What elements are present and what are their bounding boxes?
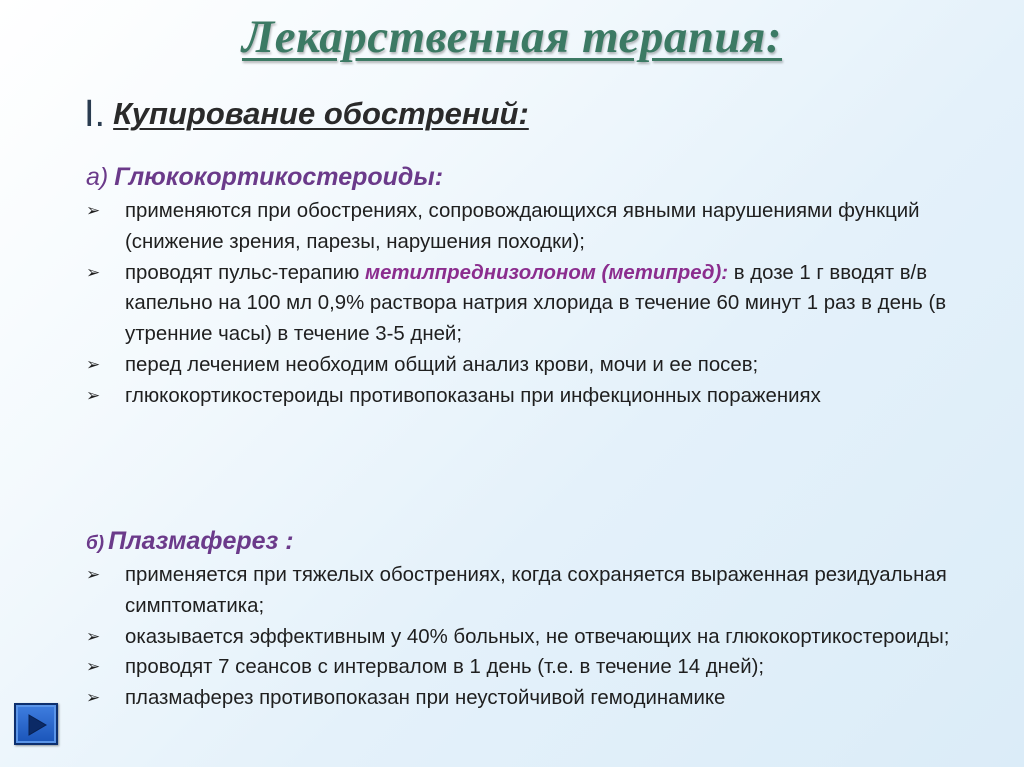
- bullet-text: применяются при обострениях, сопровождающихся явными нарушениями функций (снижение зрения, парезы, нарушения походки);: [125, 200, 920, 253]
- arrow-bullet-icon: ➢: [86, 262, 101, 282]
- bullet-text: глюкокортикостероиды противопоказаны при инфекционных поражениях: [125, 384, 821, 407]
- subsection-heading-glucocorticoids: [86, 163, 443, 192]
- subsection-letter: а): [86, 163, 109, 191]
- glucocorticoids-bullet-list: [84, 196, 984, 412]
- slide-title: Лекарственная терапия:: [241, 11, 783, 63]
- section-numeral: I.: [84, 93, 106, 135]
- section-heading: [84, 93, 529, 136]
- play-right-icon: [27, 714, 47, 736]
- bullet-text: оказывается эффективным у 40% больных, не отвечающих на глюкокортикостероиды;: [125, 625, 950, 648]
- arrow-bullet-icon: ➢: [86, 626, 101, 646]
- plasmapheresis-bullet-list: [84, 560, 984, 714]
- bullet-text: плазмаферез противопоказан при неустойчивой гемодинамике: [125, 687, 726, 710]
- bullet-text: проводят пульс-терапию: [125, 261, 365, 284]
- arrow-bullet-icon: ➢: [86, 688, 101, 708]
- list-item: [84, 560, 984, 622]
- arrow-bullet-icon: ➢: [86, 565, 101, 584]
- list-item: [84, 622, 984, 653]
- subsection-heading-plasmapheresis: [86, 527, 294, 556]
- list-item: [84, 652, 984, 683]
- next-slide-button[interactable]: [14, 703, 58, 745]
- subsection-title: Плазмаферез :: [108, 527, 294, 555]
- arrow-bullet-icon: ➢: [86, 657, 101, 677]
- bullet-text: применяется при тяжелых обострениях, когда сохраняется выраженная резидуальная симптоматика;: [125, 564, 947, 617]
- arrow-bullet-icon: ➢: [86, 354, 101, 374]
- list-item: [84, 196, 984, 258]
- list-item: [84, 350, 984, 381]
- list-item: [84, 258, 984, 350]
- subsection-letter: б): [86, 533, 105, 554]
- bullet-text-continued: в дозе 1 г вводят в/в капельно на 100 мл 0,9% раствора натрия хлорида в течение 60 минут 1 раз в день (в утренние часы) в течение 3-5 дней;: [125, 261, 947, 346]
- bullet-text: перед лечением необходим общий анализ крови, мочи и ее посев;: [125, 353, 759, 376]
- subsection-title: Глюкокортикостероиды:: [114, 163, 444, 191]
- arrow-bullet-icon: ➢: [86, 385, 101, 405]
- list-item: [84, 381, 984, 412]
- bullet-text: проводят 7 сеансов с интервалом в 1 день (т.е. в течение 14 дней);: [125, 656, 765, 679]
- list-item: [84, 683, 984, 714]
- drug-name-highlight: метилпреднизолоном (метипред):: [364, 261, 729, 284]
- arrow-bullet-icon: ➢: [86, 201, 101, 220]
- section-heading-text: Купирование обострений:: [113, 96, 529, 131]
